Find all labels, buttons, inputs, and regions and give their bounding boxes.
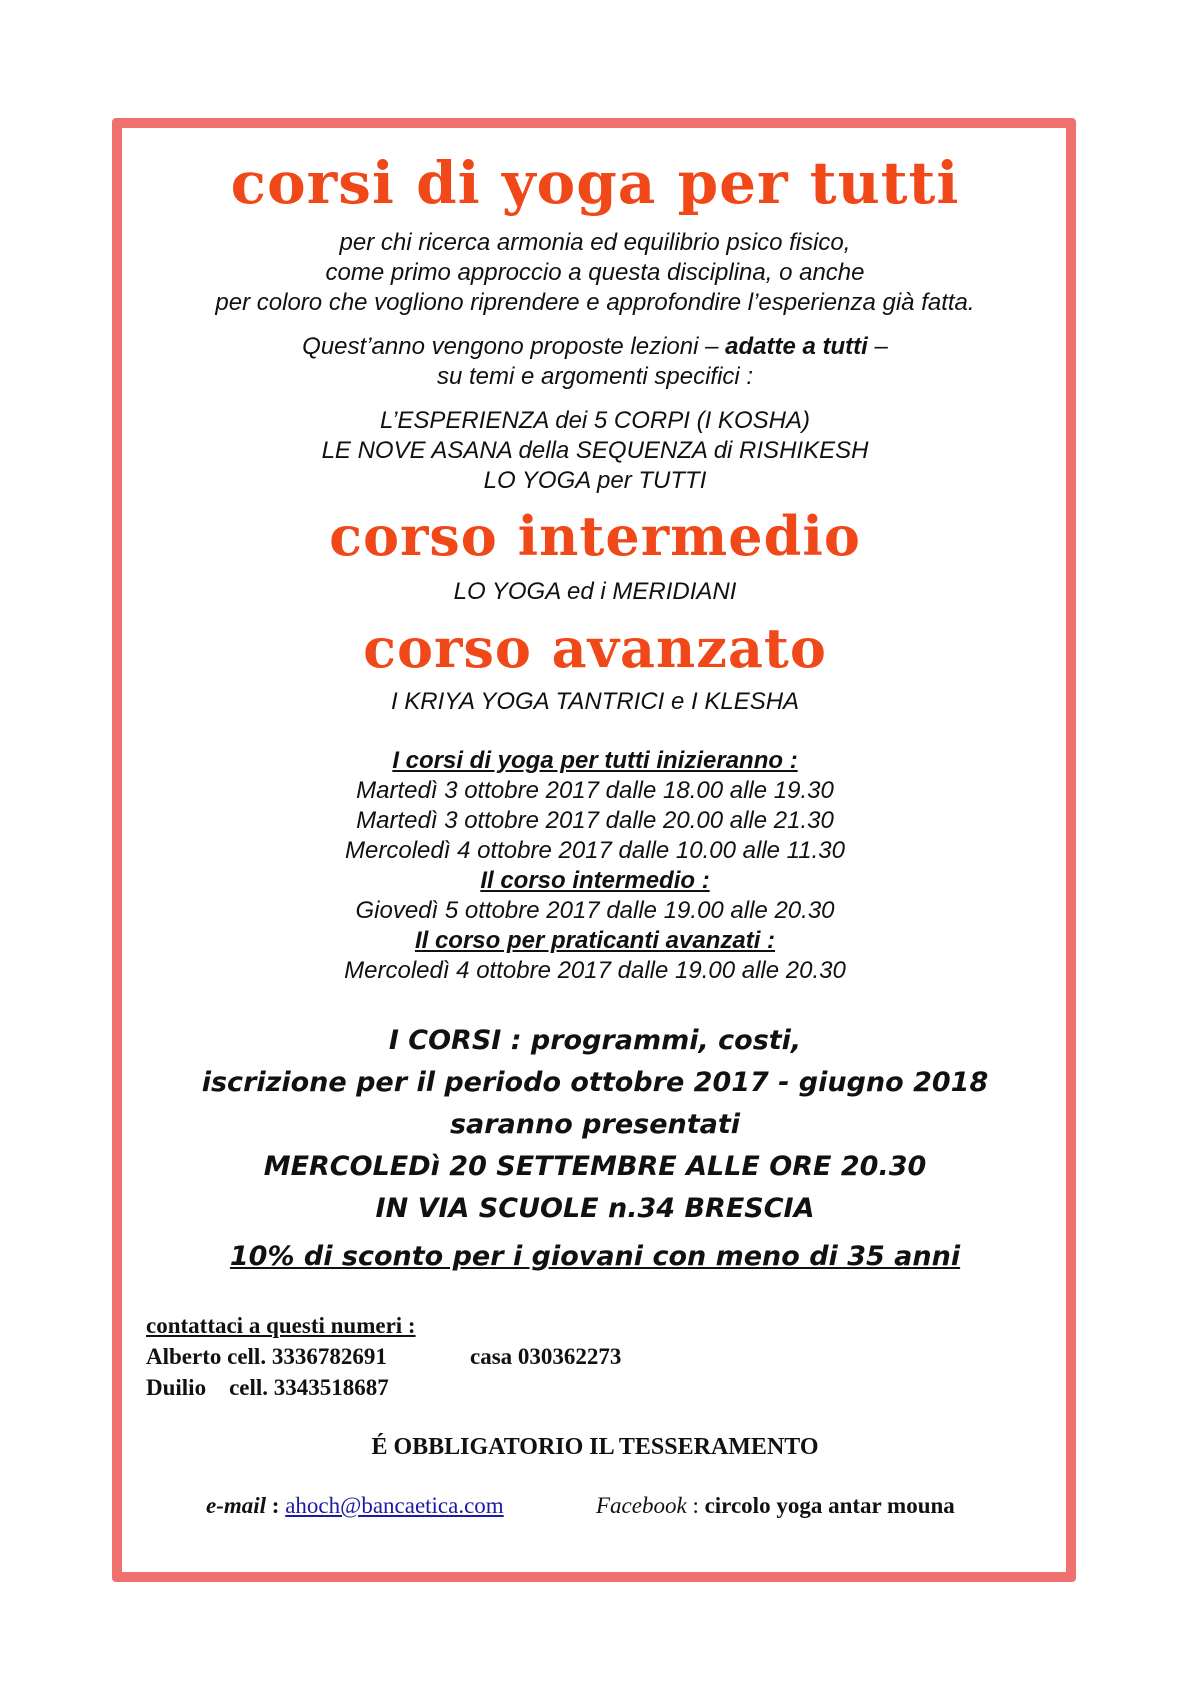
advanced-course-title: corso avanzato (363, 616, 827, 680)
page-title: corsi di yoga per tutti (230, 149, 960, 217)
theme-item: LE NOVE ASANA della SEQUENZA di RISHIKESH (321, 437, 869, 464)
facebook-block: Facebook : circolo yoga antar mouna (596, 1493, 955, 1518)
proposal-emphasis: adatte a tutti (725, 333, 868, 360)
presentation-info (0, 1020, 1190, 1230)
advanced-course-subtitle: I KRIYA YOGA TANTRICI e I KLESHA (390, 688, 800, 715)
schedule-date: Mercoledì 4 ottobre 2017 dalle 10.00 alle 11.30 (345, 837, 845, 864)
contact-alberto-home: casa 030362273 (470, 1344, 622, 1369)
contact-alberto: Alberto cell. 3336782691 casa 030362273 (146, 1341, 416, 1372)
facebook-page: circolo yoga antar mouna (704, 1493, 955, 1518)
schedule-heading-advanced: Il corso per praticanti avanzati : (414, 927, 776, 954)
presentation-date: MERCOLEDì 20 SETTEMBRE ALLE ORE 20.30 (263, 1151, 927, 1182)
discount-note: 10% di sconto per i giovani con meno di 35 anni (229, 1241, 961, 1272)
intermediate-course-subtitle: LO YOGA ed i MERIDIANI (453, 578, 737, 605)
intro-line: per coloro che vogliono riprendere e approfondire l’esperienza già fatta. (215, 289, 975, 316)
presentation-line: saranno presentati (449, 1109, 741, 1140)
proposal-line-2: su temi e argomenti specifici : (436, 363, 754, 390)
contact-duilio: Duilio cell. 3343518687 (146, 1375, 389, 1400)
discount-wrapper (0, 1236, 1190, 1278)
schedule-date: Mercoledì 4 ottobre 2017 dalle 19.00 alle 20.30 (344, 957, 846, 984)
contacts-heading: contattaci a questi numeri : (146, 1313, 416, 1338)
schedule-heading-all: I corsi di yoga per tutti inizieranno : (392, 747, 798, 774)
schedule-date: Martedì 3 ottobre 2017 dalle 20.00 alle 21.30 (356, 807, 834, 834)
proposal-text (0, 332, 1190, 392)
presentation-address: IN VIA SCUOLE n.34 BRESCIA (375, 1193, 815, 1224)
theme-item: L’ESPERIENZA dei 5 CORPI (I KOSHA) (380, 407, 810, 434)
intro-text (0, 228, 1190, 318)
intermediate-course-title: corso intermedio (329, 504, 861, 568)
presentation-line: iscrizione per il periodo ottobre 2017 - giugno 2018 (201, 1067, 989, 1098)
schedule-heading-intermediate: Il corso intermedio : (480, 867, 710, 894)
intro-line: come primo approccio a questa disciplina, o anche (325, 259, 865, 286)
intro-line: per chi ricerca armonia ed equilibrio psico fisico, (339, 229, 851, 256)
presentation-line: I CORSI : programmi, costi, (388, 1025, 802, 1056)
membership-notice: É OBBLIGATORIO IL TESSERAMENTO (371, 1434, 819, 1460)
schedule (0, 746, 1190, 986)
proposal-line: Quest’anno vengono proposte lezioni – adatte a tutti – (302, 333, 888, 360)
schedule-date: Martedì 3 ottobre 2017 dalle 18.00 alle 19.30 (356, 777, 834, 804)
facebook-label: Facebook (596, 1493, 687, 1518)
schedule-date: Giovedì 5 ottobre 2017 dalle 19.00 alle 20.30 (355, 897, 835, 924)
themes-list (0, 406, 1190, 496)
email-link[interactable]: ahoch@bancaetica.com (285, 1493, 504, 1518)
theme-item: LO YOGA per TUTTI (483, 467, 707, 494)
email-block: e-mail : ahoch@bancaetica.com (206, 1493, 504, 1518)
email-label: e-mail (206, 1493, 267, 1518)
contacts (146, 1310, 622, 1403)
